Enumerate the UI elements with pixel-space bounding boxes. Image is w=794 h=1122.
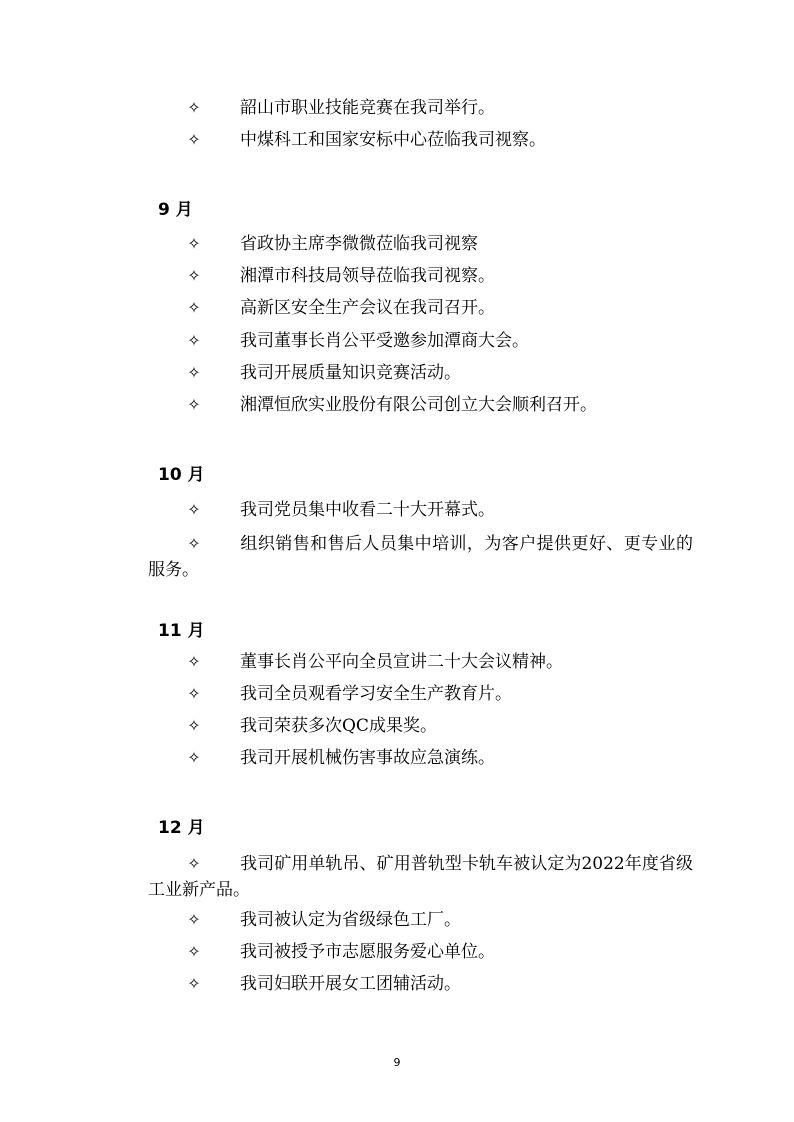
star-bullet-icon: ✧ (187, 652, 201, 671)
month-heading-december: 12 月 (158, 818, 205, 838)
star-bullet-icon: ✧ (187, 974, 201, 993)
event-text: 我司开展质量知识竞赛活动。 (240, 363, 461, 383)
star-bullet-icon: ✧ (187, 130, 201, 149)
month-heading-november: 11 月 (158, 621, 205, 641)
event-text: 省政协主席李微微莅临我司视察 (240, 234, 478, 254)
list-item (148, 531, 693, 583)
star-bullet-icon: ✧ (187, 298, 201, 317)
event-text: 我司董事长肖公平受邀参加潭商大会。 (240, 331, 529, 351)
event-text: 湘潭市科技局领导莅临我司视察。 (240, 266, 495, 286)
star-bullet-icon: ✧ (187, 98, 201, 117)
star-bullet-icon: ✧ (187, 363, 201, 382)
star-bullet-icon: ✧ (187, 534, 201, 553)
star-bullet-icon: ✧ (187, 942, 201, 961)
star-bullet-icon: ✧ (187, 395, 201, 414)
event-text: 我司被授予市志愿服务爱心单位。 (240, 942, 495, 962)
star-bullet-icon: ✧ (187, 266, 201, 285)
event-text: 我司开展机械伤害事故应急演练。 (240, 748, 495, 768)
star-bullet-icon: ✧ (187, 500, 201, 519)
star-bullet-icon: ✧ (187, 910, 201, 929)
event-text: 我司妇联开展女工团辅活动。 (240, 974, 461, 994)
event-text: 组织销售和售后人员集中培训，为客户提供更好、更专业的服务。 (148, 534, 693, 580)
month-heading-october: 10 月 (158, 465, 205, 485)
page-number: 9 (393, 1056, 401, 1069)
star-bullet-icon: ✧ (187, 234, 201, 253)
event-text: 我司荣获多次QC成果奖。 (240, 716, 437, 736)
month-heading-september: 9 月 (158, 200, 193, 220)
event-text: 高新区安全生产会议在我司召开。 (240, 298, 495, 318)
event-text: 董事长肖公平向全员宣讲二十大会议精神。 (240, 652, 563, 672)
star-bullet-icon: ✧ (187, 716, 201, 735)
event-text: 我司党员集中收看二十大开幕式。 (240, 500, 495, 520)
event-text: 我司矿用单轨吊、矿用普轨型卡轨车被认定为2022年度省级工业新产品。 (148, 854, 693, 900)
star-bullet-icon: ✧ (187, 854, 201, 873)
star-bullet-icon: ✧ (187, 684, 201, 703)
star-bullet-icon: ✧ (187, 748, 201, 767)
star-bullet-icon: ✧ (187, 331, 201, 350)
event-text: 韶山市职业技能竞赛在我司举行。 (240, 98, 495, 118)
list-item (148, 851, 693, 903)
event-text: 湘潭恒欣实业股份有限公司创立大会顺利召开。 (240, 395, 597, 415)
event-text: 我司全员观看学习安全生产教育片。 (240, 684, 512, 704)
event-text: 中煤科工和国家安标中心莅临我司视察。 (240, 130, 546, 150)
event-text: 我司被认定为省级绿色工厂。 (240, 910, 461, 930)
